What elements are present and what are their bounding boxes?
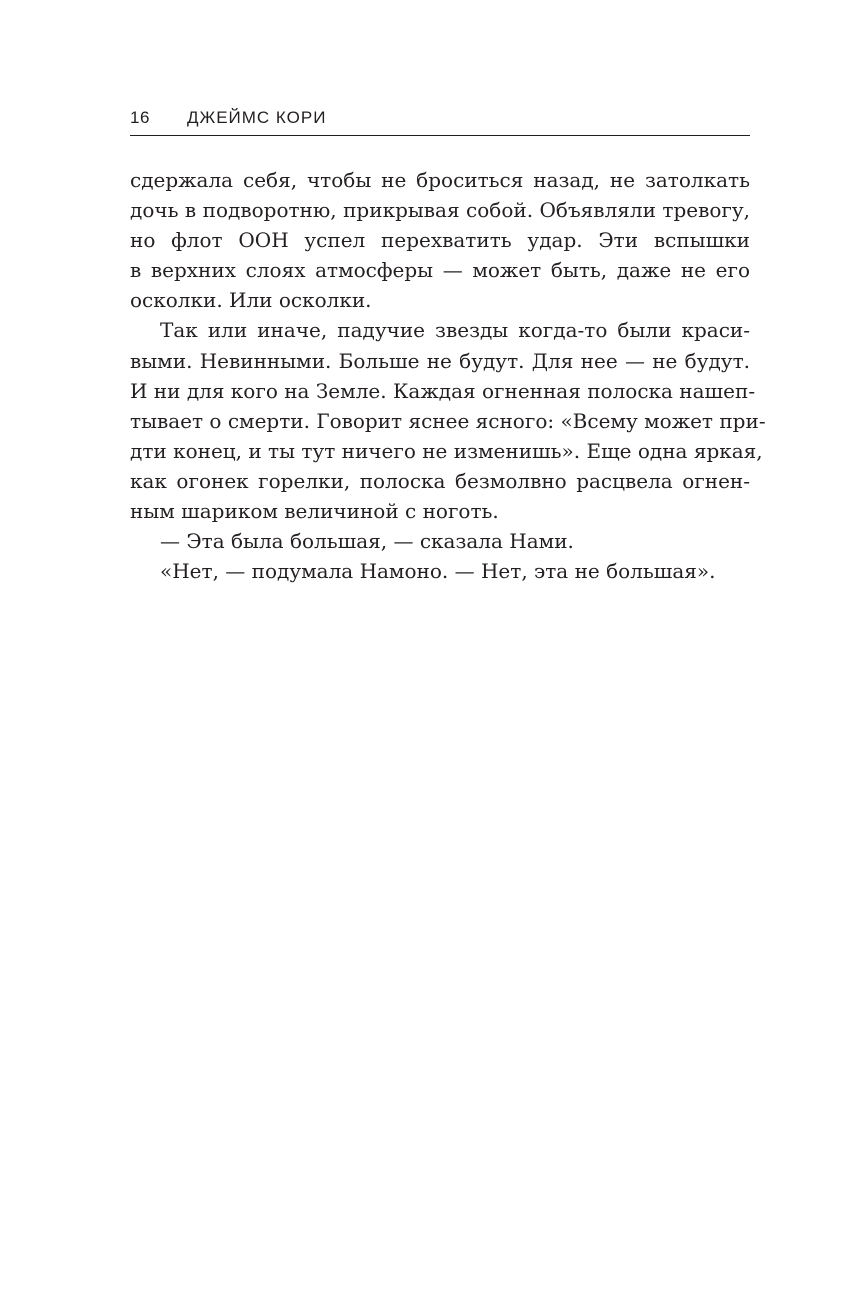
- text-line: как огонек горелки, полоска безмолвно расцвела огнен-: [130, 468, 750, 493]
- text-line: тывает о смерти. Говорит яснее ясного: «Всему может при-: [130, 408, 766, 433]
- body-text: [130, 165, 766, 586]
- header-rule: [130, 135, 750, 136]
- text-line: ным шариком величиной с ноготь.: [130, 499, 499, 524]
- text-line: И ни для кого на Земле. Каждая огненная полоска нашеп-: [130, 378, 756, 403]
- text-line: дочь в подворотню, прикрывая собой. Объявляли тревогу,: [130, 198, 750, 223]
- page-number: 16: [130, 108, 150, 127]
- text-line: сдержала себя, чтобы не броситься назад, не затолкать: [130, 168, 750, 192]
- book-author: ДЖЕЙМС КОРИ: [187, 108, 327, 127]
- text-line: дти конец, и ты тут ничего не изменишь». Еще одна яркая,: [130, 438, 763, 463]
- dialogue-line: «Нет, — подумала Намоно. — Нет, эта не большая».: [160, 559, 716, 584]
- dialogue-line: — Эта была большая, — сказала Нами.: [160, 529, 574, 554]
- paragraph-first-line: Так или иначе, падучие звезды когда-то были краси-: [160, 318, 750, 343]
- text-line: в верхних слоях атмосферы — может быть, даже не его: [130, 258, 750, 283]
- text-line: но флот ООН успел перехватить удар. Эти вспышки: [130, 228, 750, 253]
- text-line: выми. Невинными. Больше не будут. Для нее — не будут.: [130, 348, 750, 373]
- running-header: [130, 108, 750, 132]
- text-line: осколки. Или осколки.: [130, 288, 372, 313]
